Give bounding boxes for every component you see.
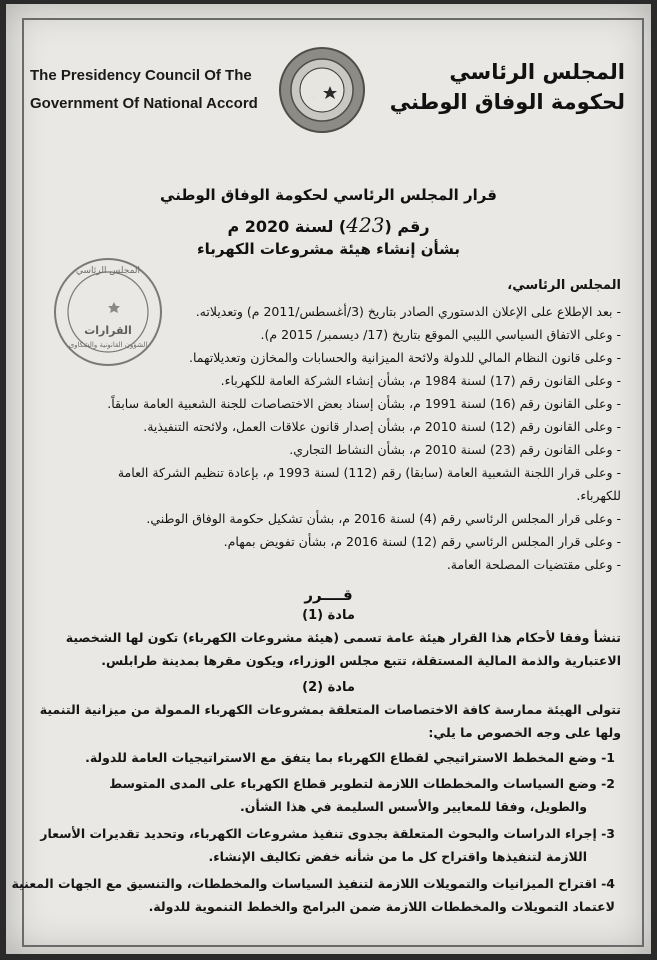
- article2-item: 1- وضع المخطط الاستراتيجي لقطاع الكهرباء بما يتفق مع الاستراتيجيات العامة للدولة.: [85, 750, 615, 765]
- article2-line: تتولى الهيئة ممارسة كافة الاختصاصات المتعلقة بمشروعات الكهرباء الممولة من ميزانية التنمية: [39, 702, 621, 717]
- article1-line: الاعتبارية والذمة المالية المستقلة، تتبع مجلس الوزراء، ويكون مقرها بمدينة طرابلس.: [101, 653, 621, 668]
- preamble-item: - وعلى القانون رقم (23) لسنة 2010 م، بشأن النشاط التجاري.: [289, 442, 621, 457]
- preamble-item: - وعلى القانون رقم (16) لسنة 1991 م، بشأن إسناد بعض الاختصاصات للجنة الشعبية العامة سابقاً.: [107, 396, 621, 411]
- article2-item: 2- وضع السياسات والمخططات اللازمة لتطوير قطاع الكهرباء على المدى المتوسط: [109, 776, 615, 791]
- header-english-line1: The Presidency Council Of The: [30, 67, 252, 84]
- decree-number-suffix: ) لسنة 2020 م: [227, 217, 347, 236]
- article1-title: مادة (1): [302, 608, 355, 623]
- preamble-item: - وعلى قانون النظام المالي للدولة ولائحة الميزانية والحسابات والمخازن وتعديلاتهما.: [188, 350, 621, 365]
- header-arabic-line2: لحكومة الوفاق الوطني: [389, 90, 625, 114]
- article2-item: والطويل، وفقا للمعايير والأسس السليمة في هذا الشأن.: [240, 799, 587, 814]
- article1-line: تنشأ وفقا لأحكام هذا القرار هيئة عامة تسمى (هيئة مشروعات الكهرباء) تكون لها الشخصية: [65, 630, 621, 645]
- preamble-item: - وعلى الاتفاق السياسي الليبي الموقع بتاريخ (17/ ديسمبر/ 2015 م).: [260, 327, 621, 342]
- official-stamp: [52, 256, 164, 368]
- preamble-item: - بعد الإطلاع على الإعلان الدستوري الصادر بتاريخ (3/أغسطس/2011 م) وتعديلاته.: [195, 304, 621, 319]
- stamp-top-text: المجلس الرئاسي: [75, 266, 141, 276]
- preamble-item: - وعلى قرار المجلس الرئاسي رقم (4) لسنة 2016 م، بشأن تشكيل حكومة الوفاق الوطني.: [146, 511, 621, 526]
- header-arabic-line1: المجلس الرئاسي: [449, 60, 625, 84]
- preamble-item: - وعلى القانون رقم (12) لسنة 2010 م، بشأن إصدار قانون علاقات العمل، ولائحته التنفيذية.: [143, 419, 621, 434]
- article2-item: اللازمة لتنفيذها واقتراح كل ما من شأنه خفض تكاليف الإنشاء.: [208, 849, 587, 864]
- preamble-item: - وعلى قرار المجلس الرئاسي رقم (12) لسنة 2016 م، بشأن تفويض بمهام.: [223, 534, 621, 549]
- decree-number-handwritten: 423: [346, 213, 385, 237]
- header-english-line2: Government Of National Accord: [30, 95, 258, 112]
- decree-title: قرار المجلس الرئاسي لحكومة الوفاق الوطني: [160, 186, 497, 204]
- article2-title: مادة (2): [302, 680, 355, 695]
- preamble-item: - وعلى مقتضيات المصلحة العامة.: [446, 557, 621, 572]
- article2-item: 3- إجراء الدراسات والبحوث المتعلقة بجدوى تنفيذ مشروعات الكهرباء، وتحديد تقديرات الأسعار: [40, 826, 615, 841]
- decree-number-prefix: رقم (: [384, 217, 430, 236]
- document-page: [6, 4, 651, 954]
- preamble-item: للكهرباء.: [576, 488, 621, 503]
- decree-number-line: [6, 213, 651, 237]
- decree-subject: بشأن إنشاء هيئة مشروعات الكهرباء: [196, 240, 461, 258]
- preamble-heading: المجلس الرئاسي،: [507, 278, 621, 293]
- stamp-bottom-text: الشؤون القانونية والشكاوى: [68, 341, 148, 349]
- presidency-emblem: [278, 46, 366, 134]
- article2-item: 4- اقتراح الميزانيات والتمويلات اللازمة لتنفيذ السياسات والمخططات، والتنسيق مع الجهات المعنية: [11, 876, 615, 891]
- stamp-label: القرارات: [84, 324, 132, 337]
- article2-item: لاعتماد التمويلات والمخططات اللازمة ضمن البرامج والخطط التنموية للدولة.: [148, 899, 615, 914]
- preamble-item: - وعلى قرار اللجنة الشعبية العامة (سابقا) رقم (112) لسنة 1993 م، بإعادة تنظيم الشركة العامة: [117, 465, 621, 480]
- preamble-item: - وعلى القانون رقم (17) لسنة 1984 م، بشأن إنشاء الشركة العامة للكهرباء.: [220, 373, 621, 388]
- decision-heading: قــــرر: [304, 586, 353, 604]
- article2-line: ولها على وجه الخصوص ما يلي:: [428, 725, 621, 740]
